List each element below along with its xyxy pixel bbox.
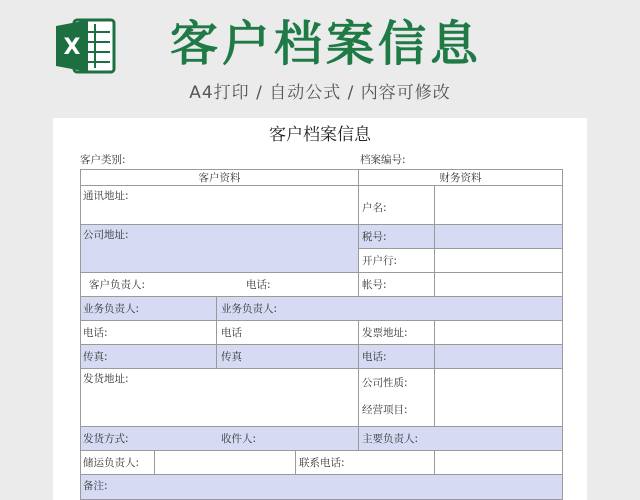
remarks-field[interactable]: 备注: — [80, 474, 563, 500]
invoice-address-field[interactable] — [434, 320, 563, 345]
company-nature-cell — [358, 368, 435, 427]
mailing-address-field[interactable]: 通讯地址: — [80, 185, 359, 225]
customer-phone-label: 电话: — [246, 279, 271, 291]
phone-label-2: 电话: — [80, 320, 217, 345]
company-address-field[interactable]: 公司地址: — [80, 224, 359, 273]
account-number-field[interactable] — [434, 272, 563, 297]
customer-contact-row — [80, 272, 359, 297]
shipping-address-field[interactable]: 发货地址: — [80, 368, 359, 427]
contact-phone-field[interactable] — [434, 450, 563, 475]
company-nature-field[interactable] — [434, 368, 563, 427]
customer-form — [53, 118, 587, 500]
logistics-label: 储运负责人: — [80, 450, 155, 475]
account-number-label: 帐号: — [358, 272, 435, 297]
sales-rep-label-2: 业务负责人: — [216, 296, 563, 321]
page-subtitle: A4打印 / 自动公式 / 内容可修改 — [189, 83, 451, 103]
sales-rep-label-1: 业务负责人: — [80, 296, 217, 321]
logo-letter: X — [63, 35, 81, 60]
section-finance-header: 财务资料 — [358, 169, 563, 186]
banner — [0, 0, 640, 118]
contact-phone-label: 联系电话: — [295, 450, 435, 475]
phone-label-4: 电话: — [358, 344, 435, 369]
fax-label-1: 传真: — [80, 344, 217, 369]
logistics-field[interactable] — [154, 450, 296, 475]
excel-logo-icon — [54, 16, 116, 76]
phone-label-3: 电话 — [216, 320, 359, 345]
company-nature-label: 公司性质: — [362, 377, 408, 389]
bank-field[interactable] — [434, 248, 563, 273]
shipping-method-label: 发货方式: — [83, 433, 129, 445]
business-scope-label: 经营项目: — [362, 404, 408, 416]
tax-number-field[interactable] — [434, 224, 563, 249]
section-customer-header: 客户资料 — [80, 169, 359, 186]
page-title: 客户档案信息 — [170, 16, 483, 72]
account-name-field[interactable] — [434, 185, 563, 225]
customer-category-label: 客户类别: — [80, 154, 126, 166]
document-sheet — [53, 118, 587, 500]
account-name-label: 户名: — [358, 185, 435, 225]
tax-number-label: 税号: — [358, 224, 435, 249]
invoice-address-label: 发票地址: — [358, 320, 435, 345]
recipient-label: 收件人: — [221, 433, 257, 445]
main-contact-label: 主要负责人: — [358, 426, 563, 451]
sheet-title: 客户档案信息 — [269, 125, 371, 145]
finance-phone-field[interactable] — [434, 344, 563, 369]
file-number-label: 档案编号: — [360, 154, 406, 166]
customer-contact-label: 客户负责人: — [89, 279, 146, 291]
bank-label: 开户行: — [358, 248, 435, 273]
shipping-method-row — [80, 426, 359, 451]
fax-label-2: 传真 — [216, 344, 359, 369]
